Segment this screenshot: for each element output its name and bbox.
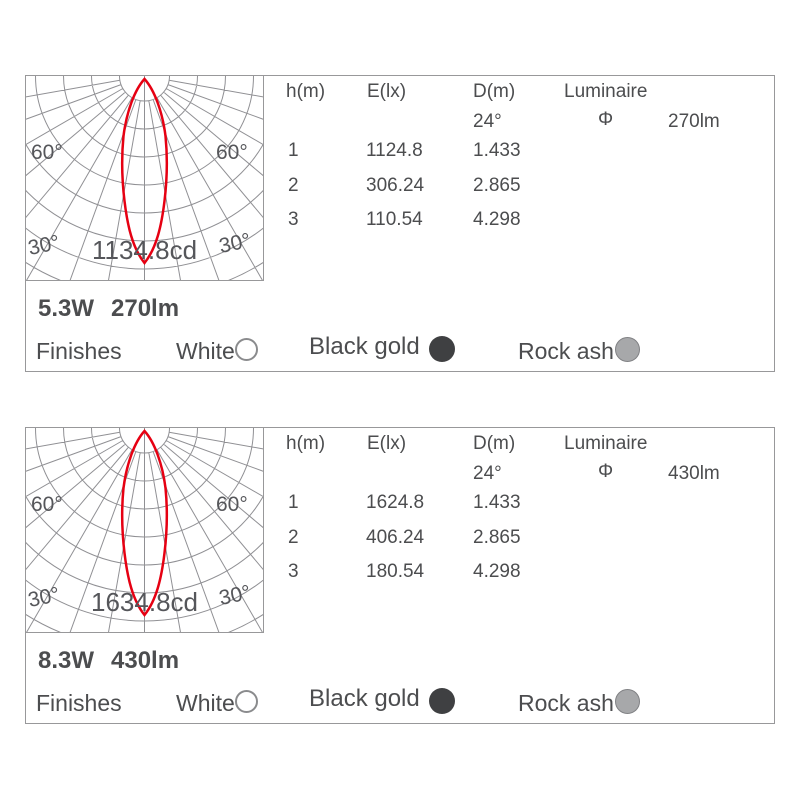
- row1-d: 1.433: [473, 140, 521, 161]
- col-header-diameter: D(m): [473, 81, 516, 102]
- lumen-output-value: 430lm: [111, 647, 180, 674]
- luminaire-spec-section-430lm: [25, 427, 775, 724]
- finishes-label: Finishes: [36, 690, 122, 716]
- row1-e: 1624.8: [366, 492, 425, 513]
- angle-label-30-right: 30°: [216, 228, 253, 259]
- finish-white-label: White: [176, 690, 235, 716]
- finish-white-swatch: [235, 338, 258, 361]
- beam-angle-value: 24°: [473, 463, 502, 484]
- row3-h: 3: [288, 209, 299, 230]
- col-header-diameter: D(m): [473, 433, 516, 454]
- finish-white-swatch: [235, 690, 258, 713]
- row2-d: 2.865: [473, 175, 521, 196]
- row2-e: 406.24: [366, 527, 425, 548]
- lumen-output-value: 270lm: [111, 295, 180, 322]
- row1-e: 1124.8: [366, 140, 423, 161]
- angle-label-60-right: 60°: [216, 141, 248, 164]
- wattage-value: 8.3W: [38, 647, 95, 674]
- flux-value: 430lm: [668, 463, 720, 484]
- angle-label-60-left: 60°: [31, 493, 63, 516]
- col-header-illuminance: E(lx): [367, 81, 407, 102]
- row2-d: 2.865: [473, 527, 521, 548]
- polar-intensity-chart: [25, 427, 264, 633]
- row1-d: 1.433: [473, 492, 521, 513]
- row3-d: 4.298: [473, 561, 521, 582]
- col-header-luminaire: Luminaire: [564, 433, 648, 454]
- finish-black-gold-label: Black gold: [309, 685, 420, 712]
- row3-d: 4.298: [473, 209, 521, 230]
- col-header-height: h(m): [286, 81, 326, 102]
- luminaire-spec-section-270lm: [25, 75, 775, 372]
- row2-e: 306.24: [366, 175, 425, 196]
- finish-black-gold-label: Black gold: [309, 333, 420, 360]
- row3-e: 180.54: [366, 561, 425, 582]
- finishes-label: Finishes: [36, 338, 122, 364]
- angle-label-30-left: 30°: [25, 230, 62, 261]
- polar-intensity-chart: [25, 75, 264, 281]
- finish-black-gold-swatch: [429, 688, 455, 714]
- peak-candela-value: 1134.8cd: [91, 235, 198, 265]
- col-header-height: h(m): [286, 433, 326, 454]
- row2-h: 2: [288, 527, 299, 548]
- finish-rock-ash-label: Rock ash: [518, 690, 614, 716]
- angle-label-30-left: 30°: [25, 582, 62, 613]
- row3-e: 110.54: [366, 209, 423, 230]
- finish-black-gold-swatch: [429, 336, 455, 362]
- phi-symbol: Φ: [598, 461, 614, 482]
- col-header-luminaire: Luminaire: [564, 81, 648, 102]
- beam-angle-value: 24°: [473, 111, 502, 132]
- row3-h: 3: [288, 561, 299, 582]
- row1-h: 1: [288, 140, 299, 161]
- wattage-value: 5.3W: [38, 295, 95, 322]
- col-header-illuminance: E(lx): [367, 433, 407, 454]
- row1-h: 1: [288, 492, 299, 513]
- finish-white-label: White: [176, 338, 235, 364]
- phi-symbol: Φ: [598, 109, 614, 130]
- finish-rock-ash-label: Rock ash: [518, 338, 614, 364]
- row2-h: 2: [288, 175, 299, 196]
- finish-rock-ash-swatch: [615, 337, 640, 362]
- angle-label-60-right: 60°: [216, 493, 248, 516]
- finish-rock-ash-swatch: [615, 689, 640, 714]
- flux-value: 270lm: [668, 111, 720, 132]
- angle-label-30-right: 30°: [216, 580, 253, 611]
- peak-candela-value: 1634.8cd: [91, 587, 198, 617]
- angle-label-60-left: 60°: [31, 141, 63, 164]
